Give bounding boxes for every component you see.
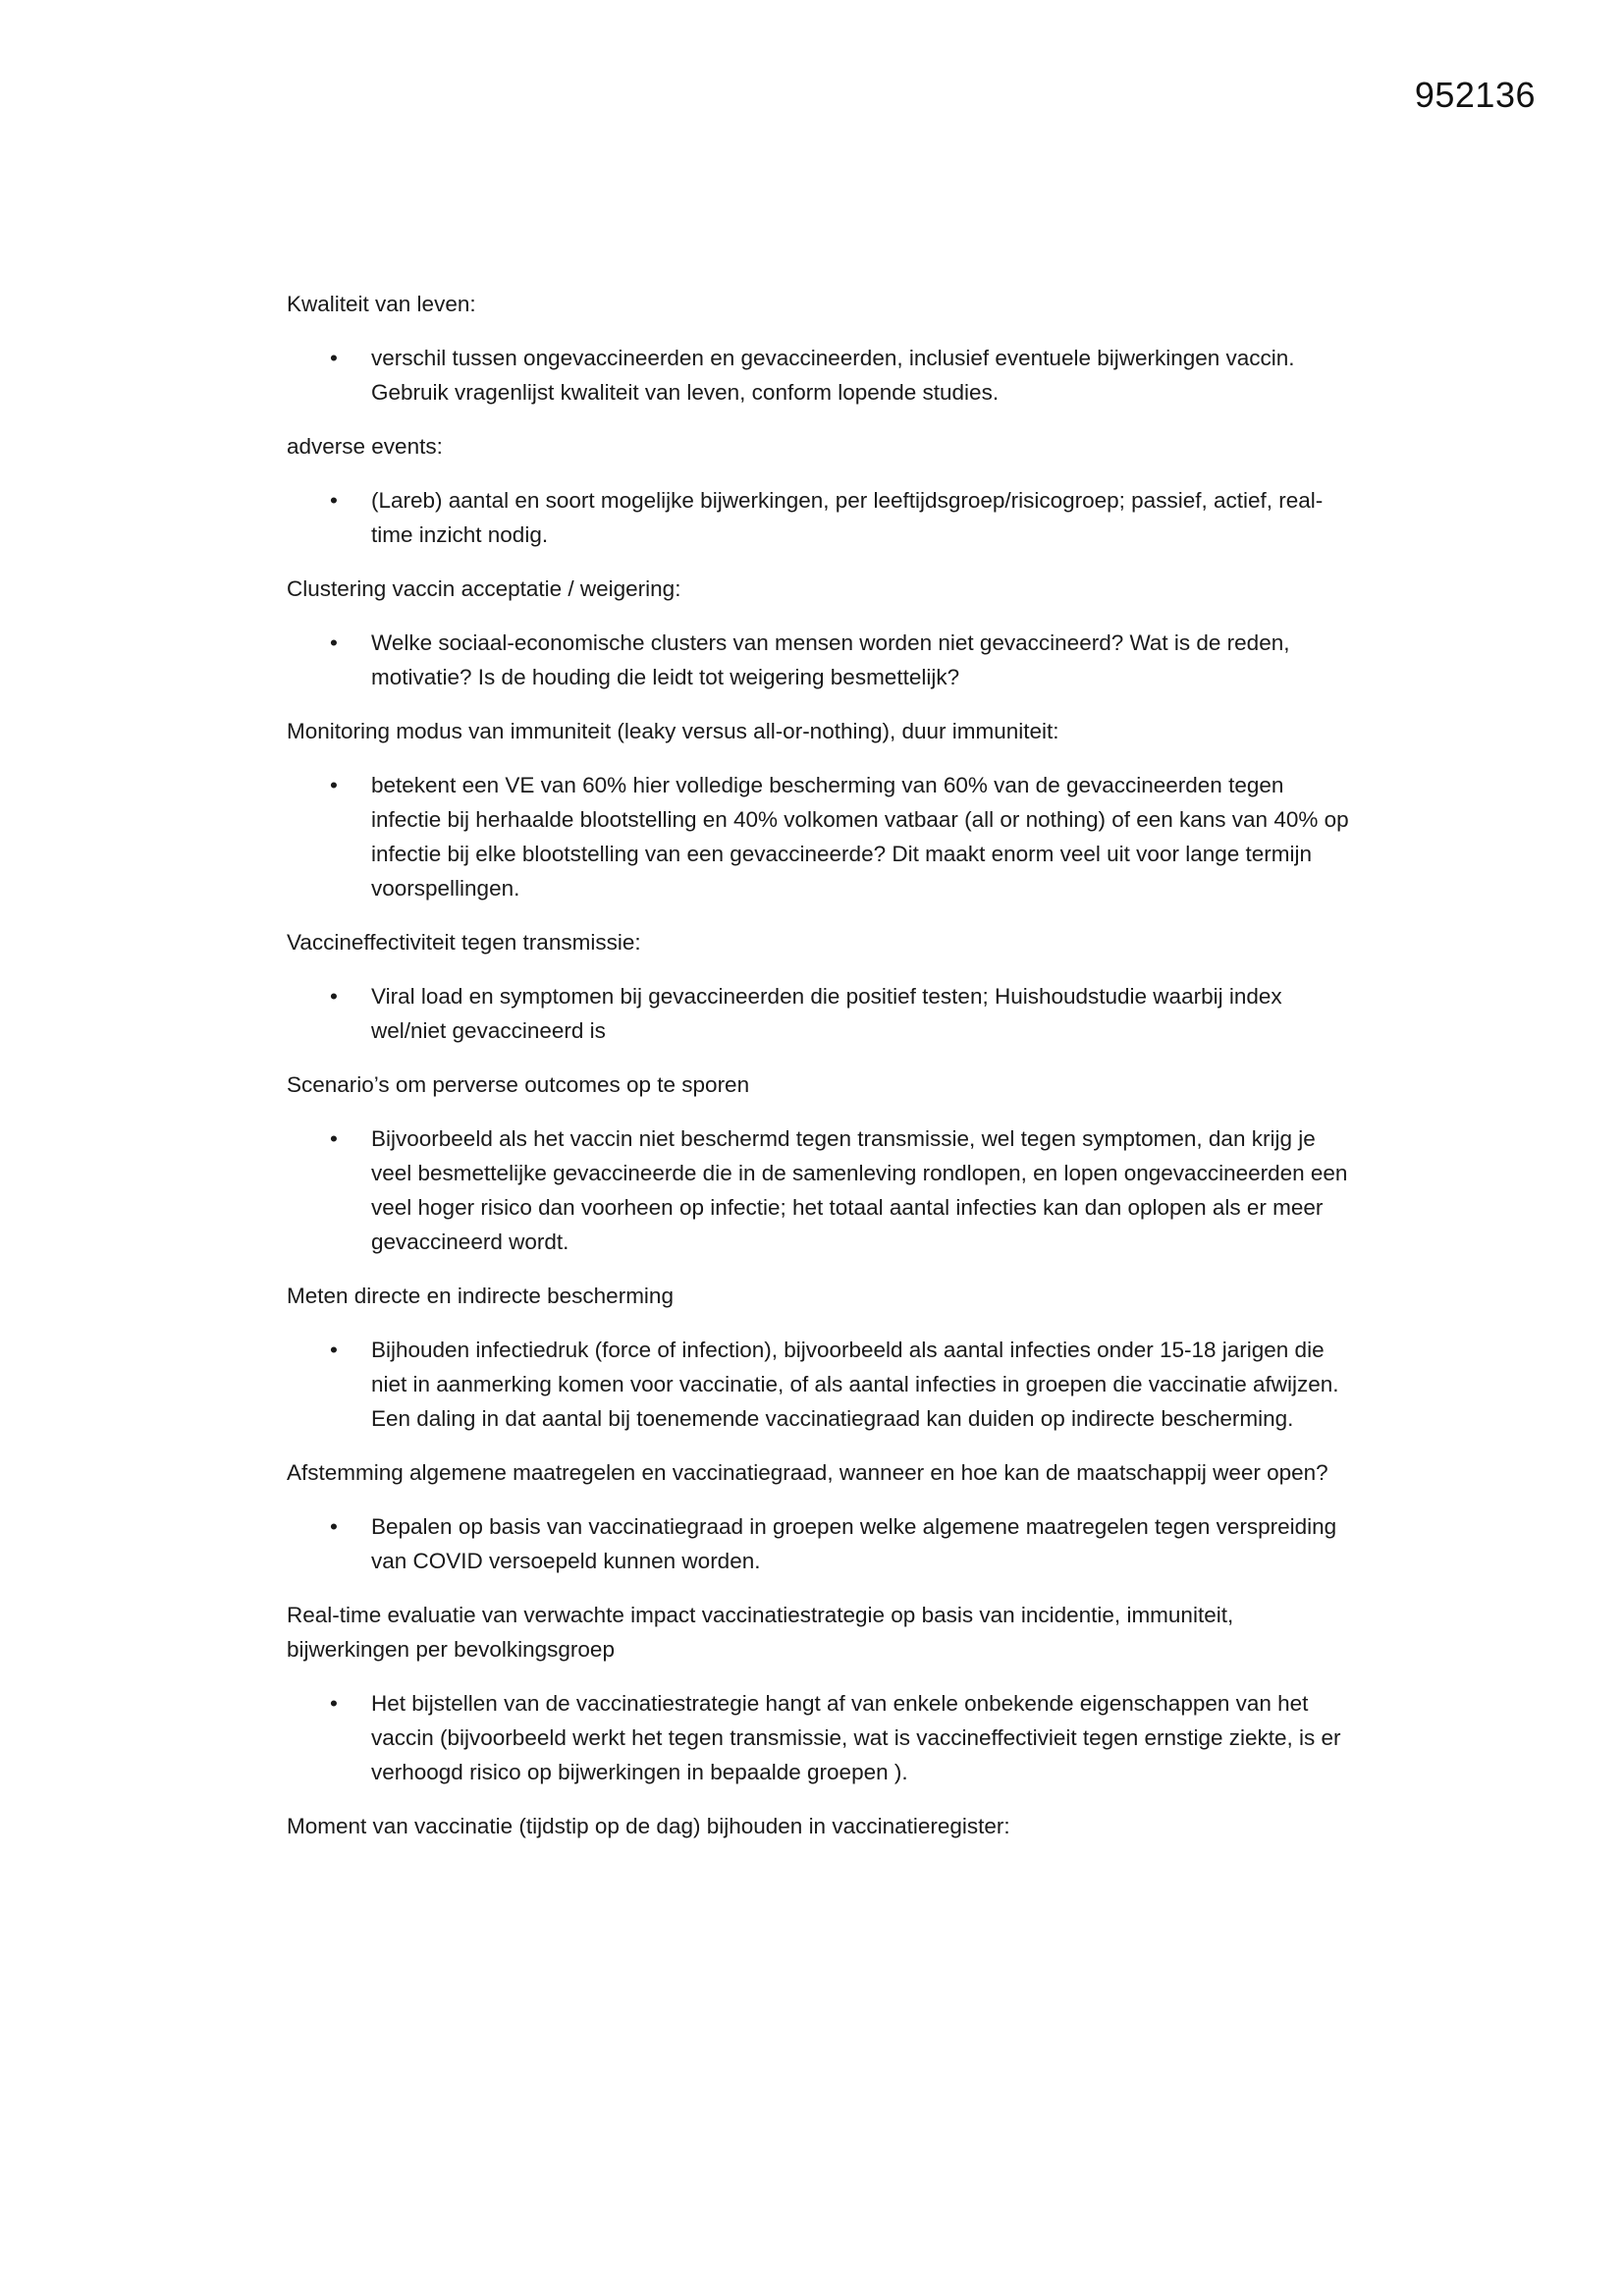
bullet-item [287,768,1359,905]
bullet-icon: • [330,488,338,513]
bullet-item [287,979,1359,1048]
bullet-icon: • [330,1126,338,1151]
section-heading-immunity-mode: Monitoring modus van immuniteit (leaky versus all-or-nothing), duur immuniteit: [287,719,1059,743]
section-heading-measures: Afstemming algemene maatregelen en vaccinatiegraad, wanneer en hoe kan de maatschappij weer open? [287,1460,1328,1485]
bullet-icon: • [330,773,338,797]
bullet-icon: • [330,1514,338,1539]
bullet-text: Het bijstellen van de vaccinatiestrategie hangt af van enkele onbekende eigenschappen van het vaccin (bijvoorbeeld werkt het tegen transmissie, wat is vaccineffectivieit tegen ernstige ziekte, is er verhoogd risico op bijwerkingen in bepaalde groepen ). [371,1691,1341,1784]
bullet-icon: • [330,984,338,1009]
section-heading-quality-of-life: Kwaliteit van leven: [287,292,476,316]
section-heading-clustering: Clustering vaccin acceptatie / weigering: [287,576,681,601]
bullet-item [287,483,1359,552]
bullet-text: Viral load en symptomen bij gevaccineerden die positief testen; Huishoudstudie waarbij index wel/niet gevaccineerd is [371,984,1282,1043]
bullet-text: Bijvoorbeeld als het vaccin niet beschermd tegen transmissie, wel tegen symptomen, dan krijg je veel besmettelijke gevaccineerde die in de samenleving rondlopen, en lopen ongevaccineerden een veel hoger risico dan voorheen op infectie; het totaal aantal infecties kan dan oplopen als er meer gevaccineerd wordt. [371,1126,1348,1254]
bullet-item [287,1121,1359,1259]
section-heading-adverse-events: adverse events: [287,434,443,459]
document-number: 952136 [1414,75,1536,115]
bullet-icon: • [330,1691,338,1716]
bullet-text: Bepalen op basis van vaccinatiegraad in groepen welke algemene maatregelen tegen verspreiding van COVID versoepeld kunnen worden. [371,1514,1337,1573]
bullet-icon: • [330,1338,338,1362]
bullet-item [287,1509,1359,1578]
bullet-text: Bijhouden infectiedruk (force of infection), bijvoorbeeld als aantal infecties onder 15-18 jarigen die niet in aanmerking komen voor vaccinatie, of als aantal infecties in groepen die vaccinatie afwijzen. Een daling in dat aantal bij toenemende vaccinatiegraad kan duiden op indirecte bescherming. [371,1338,1339,1431]
document-body [287,287,1359,1863]
section-heading-vaccination-moment: Moment van vaccinatie (tijdstip op de dag) bijhouden in vaccinatieregister: [287,1814,1010,1838]
section-heading-realtime-evaluation: Real-time evaluatie van verwachte impact vaccinatiestrategie op basis van incidentie, immuniteit, bijwerkingen per bevolkingsgroep [287,1603,1234,1662]
bullet-item [287,1686,1359,1789]
section-heading-protection: Meten directe en indirecte bescherming [287,1284,674,1308]
bullet-text: Welke sociaal-economische clusters van mensen worden niet gevaccineerd? Wat is de reden, motivatie? Is de houding die leidt tot weigering besmettelijk? [371,630,1290,689]
bullet-item [287,341,1359,410]
bullet-text: (Lareb) aantal en soort mogelijke bijwerkingen, per leeftijdsgroep/risicogroep; passief, actief, real-time inzicht nodig. [371,488,1324,547]
section-heading-scenarios: Scenario’s om perverse outcomes op te sporen [287,1072,750,1097]
bullet-icon: • [330,630,338,655]
section-heading-transmission: Vaccineffectiviteit tegen transmissie: [287,930,641,955]
bullet-text: betekent een VE van 60% hier volledige bescherming van 60% van de gevaccineerden tegen infectie bij herhaalde blootstelling en 40% volkomen vatbaar (all or nothing) of een kans van 40% op infectie bij elke blootstelling van een gevaccineerde? Dit maakt enorm veel uit voor lange termijn voorspellingen. [371,773,1349,901]
bullet-text: verschil tussen ongevaccineerden en gevaccineerden, inclusief eventuele bijwerkingen vaccin. Gebruik vragenlijst kwaliteit van leven, conform lopende studies. [371,346,1295,405]
bullet-item [287,1333,1359,1436]
bullet-icon: • [330,346,338,370]
bullet-item [287,626,1359,694]
